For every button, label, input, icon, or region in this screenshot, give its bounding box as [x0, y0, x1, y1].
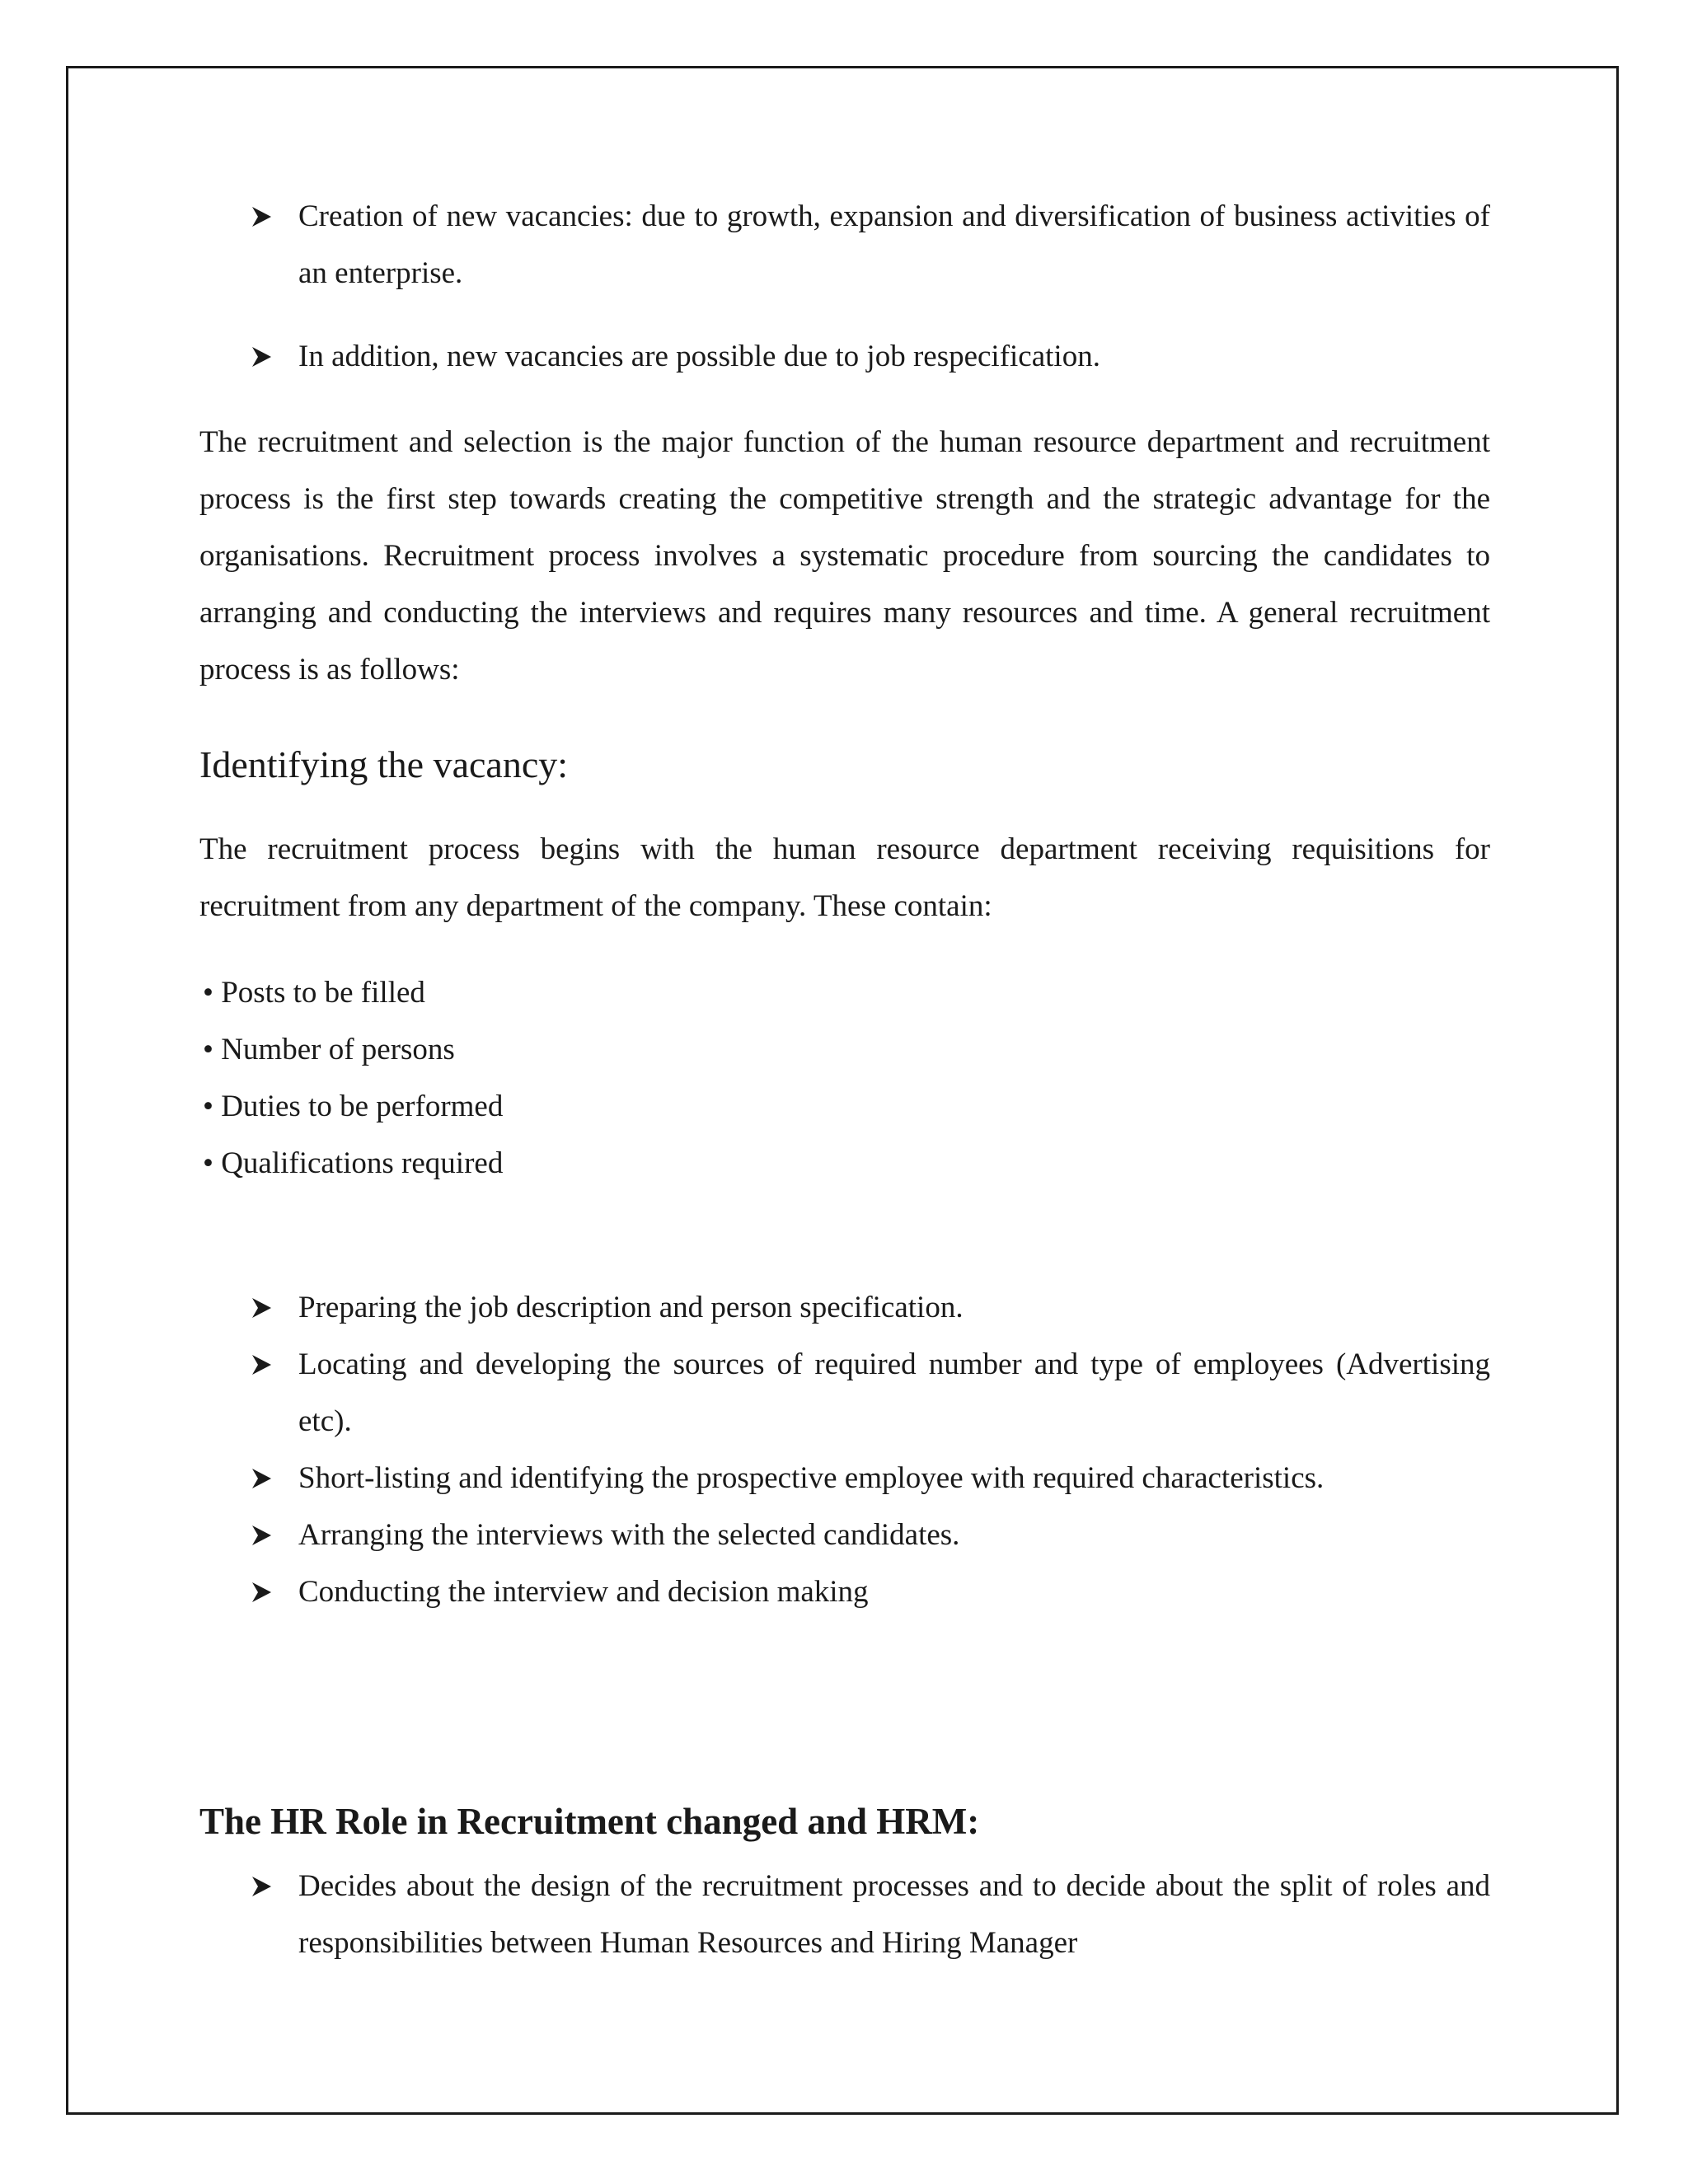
list-item: [199, 1450, 1490, 1507]
list-item: [199, 1507, 1490, 1563]
list-item: • Number of persons: [203, 1033, 455, 1066]
list-item-text: Decides about the design of the recruitment processes and to decide about the split of roles and responsibilities between Human Resources and Hiring Manager: [298, 1869, 1490, 1960]
list-item: [199, 1563, 1490, 1620]
recruitment-steps-list: [199, 1279, 1490, 1620]
arrowhead-bullet-icon: [251, 1563, 275, 1620]
list-item-text: Creation of new vacancies: due to growth, expansion and diversification of business activities of an enterprise.: [298, 199, 1490, 290]
section-heading-hr-role: The HR Role in Recruitment changed and HRM:: [199, 1801, 980, 1842]
arrowhead-bullet-icon: [251, 1279, 275, 1336]
list-item: • Duties to be performed: [203, 1090, 504, 1123]
intro-paragraph: The recruitment and selection is the major function of the human resource department and recruitment process is the first step towards creating the competitive strength and the strategic advantage for the organisations. Recruitment process involves a systematic procedure from sourcing the candidates to arranging and conducting the interviews and requires many resources and time. A general recruitment process is as follows:: [199, 425, 1490, 687]
arrowhead-bullet-icon: [251, 1450, 275, 1507]
section-heading-identifying-vacancy: Identifying the vacancy:: [199, 743, 569, 785]
arrowhead-bullet-icon: [251, 1336, 275, 1393]
list-item: • Qualifications required: [203, 1146, 504, 1180]
list-item: [199, 1279, 1490, 1336]
list-item: [199, 1858, 1490, 1971]
intro-bullet-list: [199, 188, 1490, 302]
list-item: [199, 1336, 1490, 1450]
requisition-contents-list: [199, 964, 1490, 1192]
arrowhead-bullet-icon: [251, 328, 275, 385]
list-item-text: In addition, new vacancies are possible due to job respecification.: [298, 340, 1100, 373]
list-item: [199, 328, 1490, 385]
arrowhead-bullet-icon: [251, 1858, 275, 1915]
list-item-text: Conducting the interview and decision making: [298, 1575, 869, 1609]
list-item-text: Arranging the interviews with the selected candidates.: [298, 1518, 960, 1552]
list-item: [199, 188, 1490, 302]
list-item-text: Short-listing and identifying the prospective employee with required characteristics.: [298, 1461, 1325, 1495]
hr-role-list: [199, 1858, 1490, 1971]
list-item-text: Preparing the job description and person specification.: [298, 1291, 964, 1324]
arrowhead-bullet-icon: [251, 188, 275, 245]
list-item: • Posts to be filled: [203, 976, 425, 1010]
intro-bullet-list-2: [199, 328, 1490, 385]
arrowhead-bullet-icon: [251, 1507, 275, 1563]
list-item-text: Locating and developing the sources of required number and type of employees (Advertising etc).: [298, 1347, 1490, 1438]
section-paragraph: The recruitment process begins with the human resource department receiving requisitions for recruitment from any department of the company. These contain:: [199, 832, 1490, 923]
